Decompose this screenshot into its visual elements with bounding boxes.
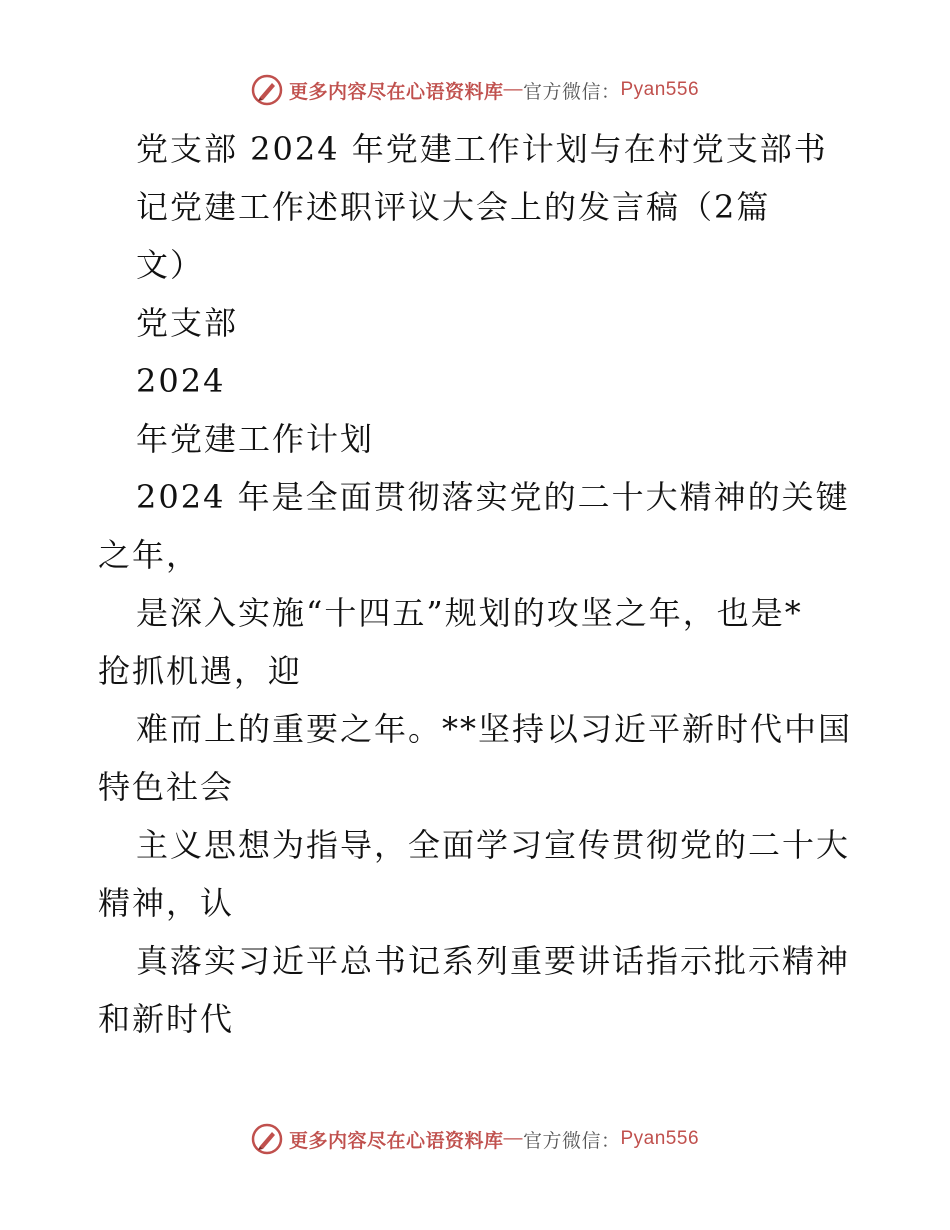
- document-line: 难而上的重要之年。**坚持以习近平新时代中国: [136, 710, 853, 748]
- document-line: 党支部 2024 年党建工作计划与在村党支部书: [136, 130, 828, 168]
- footer-watermark-banner: [0, 1119, 950, 1159]
- banner-brand-text: 更多内容尽在心语资料库: [288, 81, 504, 103]
- document-line: 记党建工作述职评议大会上的发言稿（2篇: [136, 188, 771, 226]
- document-body: [98, 120, 858, 1048]
- banner-wechat-label: 官方微信：: [522, 1130, 621, 1152]
- document-line: 文）: [136, 246, 205, 284]
- document-line: 是深入实施“十四五”规划的攻坚之年，也是*: [136, 594, 803, 632]
- document-line: 精神，认: [98, 884, 235, 922]
- document-line: 2024 年是全面贯彻落实党的二十大精神的关键: [136, 478, 850, 516]
- banner-wechat-label: 官方微信：: [522, 81, 621, 103]
- header-watermark-banner: [0, 70, 950, 110]
- document-line: 特色社会: [98, 768, 235, 806]
- banner-dash: —: [503, 79, 523, 100]
- pen-logo-icon: [251, 1123, 283, 1155]
- document-line: 主义思想为指导，全面学习宣传贯彻党的二十大: [136, 826, 851, 864]
- document-line: 和新时代: [98, 1000, 235, 1038]
- document-line: 之年，: [98, 536, 201, 574]
- document-line: 年党建工作计划: [136, 420, 375, 458]
- document-line: 2024: [136, 362, 226, 400]
- pen-logo-icon: [251, 74, 283, 106]
- document-line: 真落实习近平总书记系列重要讲话指示批示精神: [136, 942, 851, 980]
- banner-brand-text: 更多内容尽在心语资料库: [288, 1130, 504, 1152]
- banner-wechat-id: Pyan556: [620, 79, 700, 100]
- document-line: 抢抓机遇，迎: [98, 652, 303, 690]
- banner-wechat-id: Pyan556: [620, 1128, 700, 1149]
- document-line: 党支部: [136, 304, 239, 342]
- banner-dash: —: [503, 1128, 523, 1149]
